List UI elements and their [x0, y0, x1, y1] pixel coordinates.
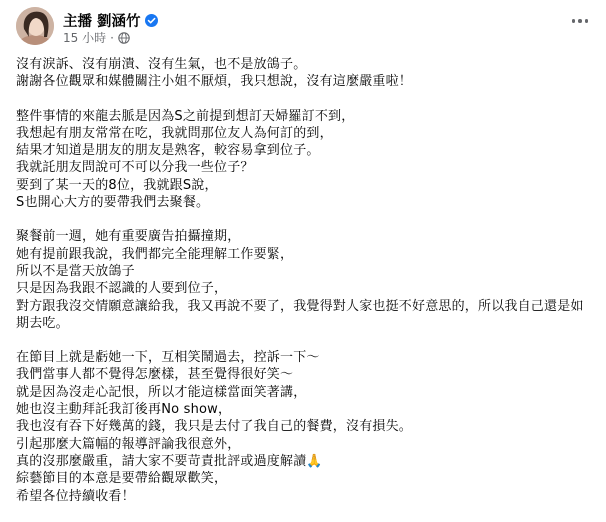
post-text-line: 真的沒那麼嚴重，請大家不要苛責批評或過度解讀🙏 — [16, 453, 323, 469]
globe-icon — [118, 32, 130, 44]
verified-badge-icon — [145, 14, 158, 27]
post-timestamp[interactable]: 15 小時 — [63, 31, 107, 45]
meta-separator: · — [110, 30, 114, 45]
post-text-line: 對方跟我沒交情願意讓給我，我又再說不要了，我覺得對人家也挺不好意思的，所以我自己還是如 — [16, 298, 584, 314]
post-text-line: 結果才知道是朋友的朋友是熟客，較容易拿到位子。 — [16, 143, 320, 159]
more-options-icon[interactable] — [568, 13, 592, 29]
post-text-line: 在節目上就是虧她一下，互相笑鬧過去，控訴一下～ — [16, 350, 320, 366]
post-text-line: 就是因為沒走心記恨，所以才能這樣當面笑著講， — [16, 384, 307, 400]
post-meta — [63, 29, 130, 46]
post-text-line: 所以不是當天放鴿子 — [16, 263, 135, 279]
post-text-line: 引起那麼大篇幅的報導評論我很意外， — [16, 436, 241, 452]
post-text-line: 沒有淚訴、沒有崩潰、沒有生氣，也不是放鴿子。 — [16, 57, 307, 72]
post-text-line: 只是因為我跟不認識的人要到位子， — [16, 281, 228, 297]
post-text-line: 我就託朋友問說可不可以分我一些位子？ — [16, 160, 254, 176]
avatar-photo — [16, 7, 54, 45]
author-avatar[interactable] — [16, 7, 54, 45]
post-paragraph — [16, 349, 594, 505]
post-paragraph — [16, 108, 594, 212]
post-text-line: 整件事情的來龍去脈是因為S之前提到想訂天婦羅訂不到， — [16, 108, 355, 124]
post-text-line: 謝謝各位觀眾和媒體關注小姐不厭煩，我只想說，沒有這麼嚴重啦！ — [16, 74, 413, 90]
post-text-line: S也開心大方的要帶我們去聚餐。 — [16, 195, 210, 211]
post-text-line: 聚餐前一週，她有重要廣告拍攝撞期， — [16, 229, 241, 245]
post-text-line: 綜藝節目的本意是要帶給觀眾歡笑， — [16, 471, 228, 487]
post-body — [16, 56, 594, 522]
post-paragraph — [16, 228, 594, 332]
post-text-line: 我也沒有吞下好幾萬的錢，我只是去付了我自己的餐費，沒有損失。 — [16, 419, 413, 435]
post-header — [16, 7, 596, 47]
post-paragraph — [16, 56, 594, 91]
author-row — [63, 10, 158, 31]
author-name[interactable]: 主播 劉涵竹 — [63, 14, 141, 30]
post-text-line: 我們當事人都不覺得怎麼樣，甚至覺得很好笑～ — [16, 367, 294, 383]
post-text-line: 她也沒主動拜託我訂後再No show， — [16, 402, 232, 418]
post-text-line: 我想起有朋友常常在吃，我就問那位友人為何訂的到， — [16, 125, 333, 141]
post-text-line: 希望各位持續收看！ — [16, 488, 135, 504]
post-text-line: 她有提前跟我說，我們都完全能理解工作要緊， — [16, 246, 294, 262]
post-text-line: 期去吃。 — [16, 315, 69, 331]
post-text-line: 要到了某一天的8位，我就跟S說， — [16, 177, 218, 193]
